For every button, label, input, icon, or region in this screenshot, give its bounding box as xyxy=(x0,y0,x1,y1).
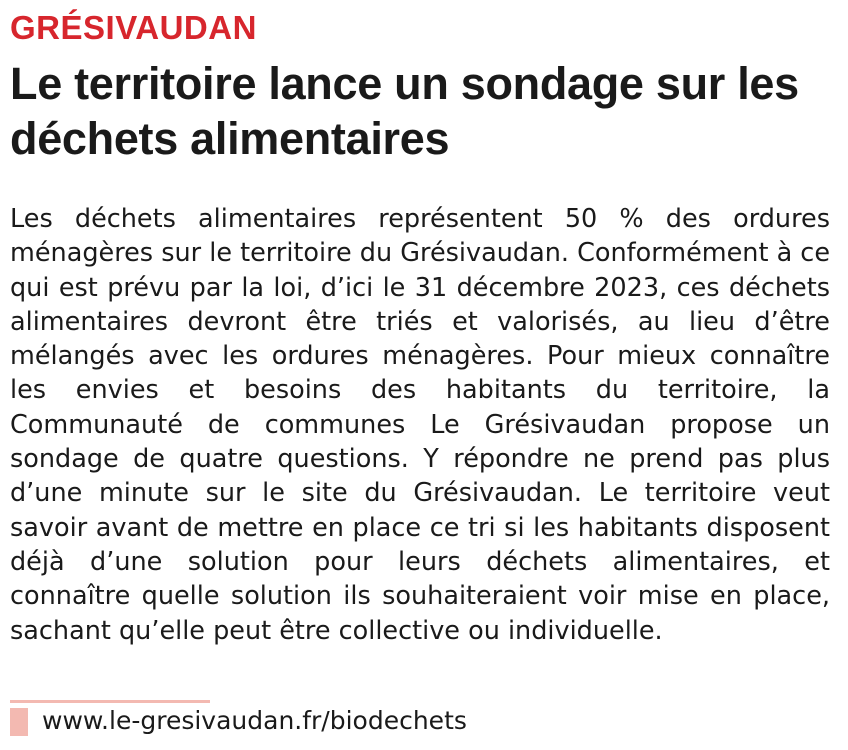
section-kicker: GRÉSIVAUDAN xyxy=(10,9,257,46)
article xyxy=(10,8,830,648)
link-marker-icon xyxy=(10,708,28,736)
url-footer xyxy=(10,700,830,740)
article-url[interactable]: www.le-gresivaudan.fr/biodechets xyxy=(42,706,467,735)
article-headline: Le territoire lance un sondage sur les déchets alimentaires xyxy=(10,58,799,164)
article-body: Les déchets alimentaires représentent 50 % des ordures ménagères sur le territoire du Grésivaudan. Conformément à ce qui est prévu par la loi, d’ici le 31 décembre 2023, ces déchets alimentaires devront être triés et valorisés, au lieu d’être mélangés avec les ordures ménagères. Pour mieux connaître les envies et besoins des habitants du territoire, la Communauté de communes Le Grésivaudan propose un sondage de quatre questions. Y répondre ne prend pas plus d’une minute sur le site du Grésivaudan. Le territoire veut savoir avant de mettre en place ce tri si les habitants disposent déjà d’une solution pour leurs déchets alimentaires, et connaître quelle solution ils souhaiteraient voir mise en place, sachant qu’elle peut être collective ou individuelle. xyxy=(10,204,831,646)
